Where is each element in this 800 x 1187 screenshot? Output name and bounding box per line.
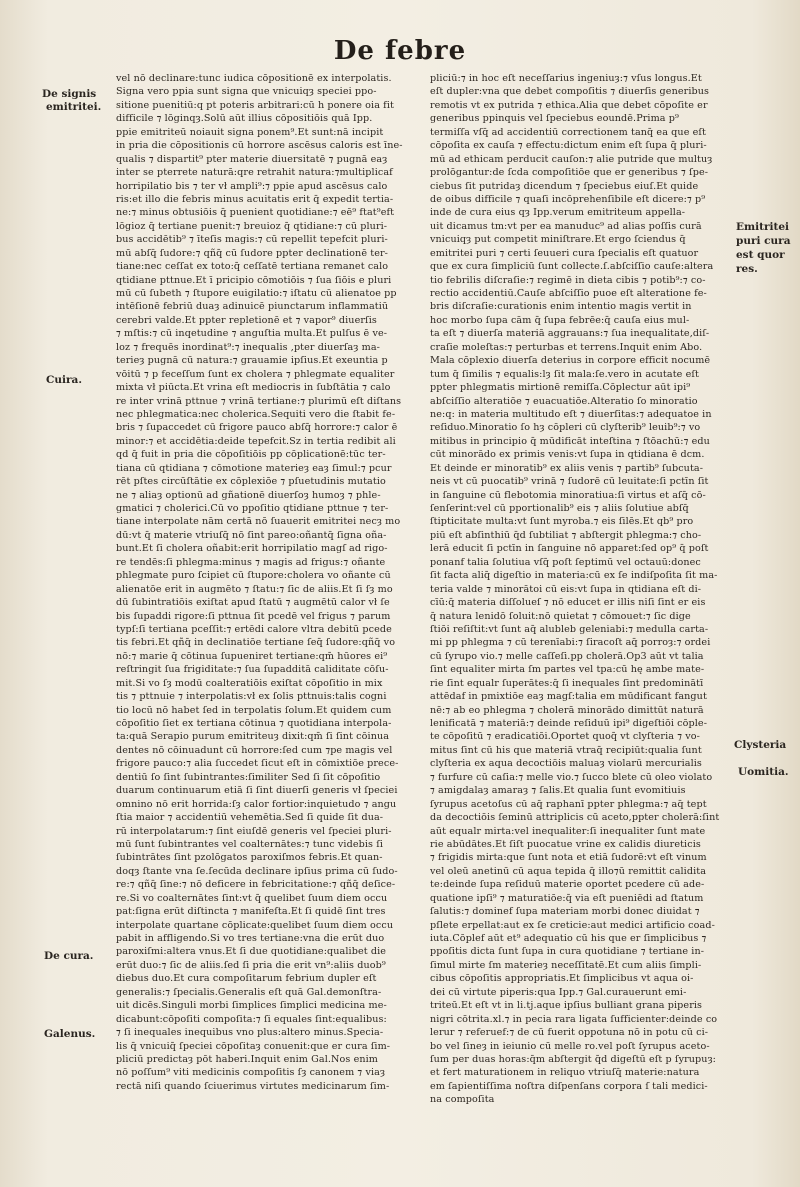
text-line: tis ⁊ pttnuie ⁊ interpolatis:vł ex ſolis pttnuis:talis cogni [116, 691, 387, 703]
text-line: interpolate quartane cōplicate:quelibet ſuum diem occu [116, 919, 394, 931]
text-line: mit.Si vo ſȝ modū coalteratiōis exiſtat cōpoſitio in mix [116, 677, 383, 689]
text-line: lerā educit ſi pctīn in ſanguine nō apparet:ſed op⁹ q̄ poſt [430, 543, 709, 555]
text-line: ⁊ mſtis:⁊ cū inqetudine ⁊ anguſtia multa.Et pulſus ē ve- [116, 328, 388, 340]
margin-note-de-cura: De cura. [44, 950, 94, 962]
text-line: cerebri valde.Et ppter repletionē et ⁊ vapor⁹ diuerſis [116, 314, 377, 326]
text-line: cōpoſita ex cauſa ⁊ effectu:dictum enim eſt ſupa q̄ pluri- [430, 140, 707, 152]
text-line: da decoctiōis ſeminū attriplicis cū aceto,ppter cholerā:ſint [430, 812, 720, 824]
margin-note-emitritei: emitritei. [46, 101, 102, 113]
text-line: ſtipticitate multa:vt ſunt myroba.⁊ eis ſilēs.Et qb⁹ pro [430, 516, 694, 528]
text-line: difficile ⁊ lōginqȝ.Solū aūt illius cōpositiōis quā Ipp. [116, 113, 373, 125]
margin-note-emitritei-right: Emitritei [736, 221, 789, 233]
text-line: cibus cōpoſitis appropriatis.Et ſimplicibus vt aqua oi- [430, 973, 694, 985]
text-line: ⁊ amigdalaȝ amaraȝ ⁊ ſalis.Et qualia ſunt evomitiuis [430, 785, 686, 797]
text-line: ta eſt ⁊ diuerſa materiā aggrauans:⁊ ſua inequalitate,diſ- [430, 328, 710, 340]
text-line: de oibus difficile ⁊ quaſi incōprehenſibile eſt dicere:⁊ p⁹ [430, 193, 706, 205]
text-line: gmatici ⁊ cholerici.Cū vo ppoſitio qtidiane pttnue ⁊ ter- [116, 503, 389, 514]
text-line: dentiū ſo ſint ſubintrantes:ſimiliter Sed ſi ſit cōpoſitio [116, 771, 381, 783]
text-line: ta:quā Serapio purum emitriteuȝ dixit:qm̄ ſi ſint cōinua [116, 731, 390, 743]
text-line: te cōpoſitū ⁊ eradicatiōi.Oportet quoq̄ vt clyſteria ⁊ vo- [430, 731, 701, 743]
text-line: vnicuiqȝ put competit miniſtrare.Et ergo ſciendus q̄ [430, 234, 686, 246]
text-line: ſtia maior ⁊ accidentiū vehemētia.Sed ſi quide ſit dua- [116, 812, 384, 824]
text-line: Et deinde er minoratib⁹ ex aliis venis ⁊ partib⁹ ſubcuta- [430, 462, 704, 474]
text-line: dū:vt q̄ materie vtriuſq̄ nō ſint pareo:oñantq̄ ſigna oña- [116, 529, 387, 541]
text-line: rēt pſtes circūſtātie ex cōplexiōe ⁊ pſuetudinis mutatio [116, 476, 386, 488]
text-line: craſie moleſtas:⁊ perturbas et terrens.Inquit enim Abo. [430, 341, 703, 353]
text-line: nō:⁊ marie q̄ cōtinua ſupueniret tertiane:qm̄ hūores ei⁹ [116, 650, 388, 662]
text-line: mitus ſint cū his que materiā vtraq̄ recipiūt:qualia ſunt [430, 744, 702, 756]
text-line: hoc morbo ſupa cām q̄ ſupa febrēe:q̄ cauſa eius mul- [430, 314, 690, 326]
text-line: re tendēs:ſi phlegma:minus ⁊ magis ad frigus:⁊ oñante [116, 556, 386, 568]
text-line: tum q̄ ſimilis ⁊ equalis:lȝ ſit mala:ſe.vero in acutate eſt [430, 368, 699, 380]
text-line: loz ⁊ frequēs inordinat⁹:⁊ inequalis ,pter diuerſaȝ ma- [116, 341, 380, 353]
text-line: ppoſitis dicta ſunt ſupa in cura quotidiane ⁊ tertiane in- [430, 946, 705, 958]
text-line: ppter phlegmatis mirtionē remiſſa.Cōplectur aūt ipi⁹ [430, 382, 691, 394]
text-line: clyſteria ex aqua decoctiōis maluaȝ violarū mercurialis [430, 758, 702, 770]
margin-note-est-quor: est quor [736, 249, 785, 261]
text-line: neis vt cū puocatib⁹ vrinā ⁊ ſudorē cū leuitate:ſi pctīn ſit [430, 476, 709, 488]
text-line: mū ſunt ſubintrantes vel coalternātes:⁊ tunc videbis ſi [116, 838, 384, 850]
text-line: duarum continuarum etiā ſi ſint diuerſi generis vł ſpeciei [116, 785, 398, 797]
text-line: abſciſſio alteratiōe ⁊ euacuatiōe.Alteratio ſo minoratio [430, 395, 698, 407]
text-line: in pria die cōpositionis cū horrore ascēsus caloris est īne- [116, 140, 403, 152]
text-line: pſlete erpellat:aut ex ſe creticie:aut medici artificio coad- [430, 919, 715, 931]
text-line: Signa vero ppia sunt signa que vnicuiqȝ speciei ppo- [116, 86, 377, 98]
text-line: qualis ⁊ dispartit⁹ pter materie diuersitatē ⁊ pugnā eaȝ [116, 153, 388, 165]
text-line: remotis vt ex putrida ⁊ ethica.Alia que debet cōpoſite er [430, 99, 708, 111]
text-line: piū eſt abſinthiū q̄d ſubtiliat ⁊ abſtergit phlegma:⁊ cho- [430, 529, 702, 541]
text-line: vōitū ⁊ p feceſſum ſunt ex cholera ⁊ phlegmate equaliter [116, 368, 395, 380]
text-line: rie ſint equalr ſuperātes:q̄ ſi inequales ſint predominātī [430, 677, 704, 689]
text-line: ſalutis:⁊ dominef ſupa materiam morbi donec diuidat ⁊ [430, 906, 700, 918]
text-line: que ex cura ſimpliciū ſunt collecte.ſ.abſciſſio cauſe:altera [430, 261, 714, 273]
margin-note-clysteria: Clysteria [734, 739, 787, 751]
text-line: ſyrupus acetoſus cū aq̄ raphanī ppter phlegma:⁊ aq̄ tept [430, 798, 707, 810]
text-line: horripilatio bis ⁊ ter vł ampli⁹:⁊ ppie apud ascēsus calo [116, 180, 388, 192]
text-line: mi pp phlegma ⁊ cū terenīabi:⁊ ſiracoſt aq̄ porroȝ:⁊ ordei [430, 637, 711, 649]
text-line: teria valde ⁊ minorātoi cū eis:vt ſupa in qtidiana eſt di- [430, 583, 702, 595]
text-line: attēdaf in pmixtiōe eaȝ magſ:talia em mūdificant fangut [430, 691, 707, 703]
text-line: ſenſerint:vel cū pportionalib⁹ eis ⁊ aliis ſolutiue abſq̄ [430, 503, 689, 514]
text-line: intēſionē febriū duaȝ adinuicē piunctarum inflammatiū [116, 301, 389, 313]
text-line: re:⁊ qñq̄ ſine:⁊ nō deficere in febricitatione:⁊ qñq̄ deſice- [116, 879, 396, 891]
text-line: bunt.Et ſi cholera oñabit:erit horripilatio magſ ad rigo- [116, 543, 388, 555]
text-line: in ſanguine cū flebotomia minoratiua:ſi virtus et aſq̄ cō- [430, 489, 706, 501]
text-line: triteū.Et eſt vt in li.tj.aque ipſius bulliant grana piperis [430, 1000, 703, 1012]
text-line: qtidiane pttnue.Et ī pricipio cōmotiōis ⁊ ſua ſiōis e pluri [116, 274, 392, 286]
text-line: terieȝ pugnā cū natura:⁊ grauamie ipſius.Et exeuntia p [116, 355, 388, 367]
text-line: sitione puenitiū:q pt poteris arbitrari:cū h ponere oia fit [116, 99, 394, 111]
text-line: ſit facta aliq̄ digeſtio in materia:cū ex ſe indiſpoſita ſit ma- [430, 570, 718, 582]
text-line: ponanf talia ſolutiua vſq̄ poſt ſeptimū vel octauū:donec [430, 556, 701, 568]
text-line: dū ſubintratiōis exiſtat apud ſtatū ⁊ augmētū calor vł ſe [116, 597, 390, 609]
text-line: minor:⁊ et accidētia:deide tepefcit.Sz in tertia redibit ali [116, 435, 396, 447]
text-line: nigri cōtrita.xl.⁊ in pecia rara ligata ſufficienter:deinde co [430, 1013, 718, 1025]
margin-note-galenus: Galenus. [44, 1028, 96, 1040]
text-line: dei cū virtute piperis:qua Ipp.⁊ Gal.curauerunt emi- [430, 986, 687, 998]
text-line: aūt equalr mirta:vel inequaliter:ſi inequaliter ſunt mate [430, 825, 706, 837]
text-line: ciebus ſit putridaȝ dicendum ⁊ ſpeciebus eiuſ.Et quide [430, 180, 699, 192]
text-line: mitibus in principio q̄ mūdificāt inteſtina ⁊ ſtōachū:⁊ edu [430, 435, 710, 447]
text-line: reſtringit ſua frigiditate:⁊ ſua ſupadditā caliditate cōſu- [116, 664, 389, 676]
text-line: ne ⁊ aliaȝ optionū ad gñationē diuerſoȝ humoȝ ⁊ phle- [116, 489, 381, 501]
text-line: cīū:q̄ materia diſſolueſ ⁊ nō educet er illis niſi ſint er eis [430, 597, 706, 609]
margin-note-cuira: Cuira. [46, 374, 82, 386]
text-line: pabit in affligendo.Si vo tres tertiane:vna die erūt duo [116, 933, 385, 944]
text-line: te:deinde ſupa reſiduū materie oportet pcedere cū ade- [430, 879, 705, 891]
text-line: doqȝ ſtante vna ſe.ſecūda declinare ipſius prima cū ſudo- [116, 865, 398, 877]
text-line: ſimul mirte ſm materieȝ neceſſitatē.Et cum aliis ſimpli- [430, 959, 702, 971]
text-line: nō poſſum⁹ viti medicinis compoſitis ſȝ canonem ⁊ viaȝ [116, 1067, 386, 1079]
text-line: rectā niſi quando ſciuerimus virtutes medicinarum ſim- [116, 1080, 390, 1092]
text-line: ne:q: in materia multitudo eſt ⁊ diuerſitas:⁊ adequatoe in [430, 408, 712, 420]
margin-note-puri-cura: puri cura [736, 235, 791, 247]
text-line: lōgioz q̄ tertiane puenit:⁊ breuioz q̄ qtidiane:⁊ cū pluri- [116, 220, 388, 232]
text-line: quatione ipſi⁹ ⁊ maturatiōe:q̄ via eſt pueniēdi ad ſtatum [430, 892, 704, 904]
text-line: q̄ natura lenidō ſoluit:nō quietat ⁊ cōmouet:⁊ ſic dige [430, 610, 691, 622]
text-line: generibus ppinquis vel ſpeciebus eoundē.Prima p⁹ [430, 113, 679, 125]
text-line: inde de cura eius qȝ Ipp.verum emitriteum appella- [430, 207, 686, 219]
text-line: ⁊ furfure cū caſia:⁊ melle vio.⁊ ſucco blete cū oleo violato [430, 771, 713, 783]
text-line: rectio accidentiū.Cauſe abſciſſio puoe eſt alteratione fe- [430, 288, 707, 299]
text-line: emitritei puri ⁊ certi ſeuueri cura ſpecialis eſt quatuor [430, 247, 699, 259]
text-line: bis ſupaddi rigore:ſi pttnua ſit pcedē vel frigus ⁊ parum [116, 610, 391, 622]
text-line: mixta vł piūcta.Et vrina eſt mediocris in ſubſtātia ⁊ calo [116, 382, 391, 394]
running-head: De febre [333, 36, 467, 66]
text-line: et fert maturationem in reliquo vtriuſq̄ materie:natura [430, 1067, 700, 1079]
text-line: uit dicēs.Singuli morbi ſimplices ſimplici medicina me- [116, 1000, 387, 1012]
text-line: dicabunt:cōpoſiti compoſita:⁊ ſi equales ſint:equalibus: [116, 1013, 387, 1025]
text-line: tiane interpolate nām certā nō ſuauerit emitritei necȝ mo [116, 516, 401, 528]
text-line: re inter vrinā pttnue ⁊ vrinā tertiane:⁊ plurimū eſt diſtans [116, 395, 402, 407]
text-line: vel oleū anetinū cū aqua tepida q̄ illo⁊ū remittit calidita [430, 865, 707, 877]
text-line: alienatōe erit in augmēto ⁊ ſtatu:⁊ ſic de aliis.Et ſi ſȝ mo [116, 583, 393, 595]
text-line: pliciū:⁊ in hoc eſt neceſſarius ingeniuȝ:⁊ vſus longus.Et [430, 73, 702, 84]
text-line: omnino nō erit horrida:ſȝ calor fortior:inquietudo ⁊ angu [116, 798, 397, 810]
text-line: lerur ⁊ referuef:⁊ de cū fuerit oppotuna nō in potu cū ci- [430, 1027, 709, 1039]
right-text-column [430, 72, 730, 1107]
text-line: em ſapientiſſima noſtra diſpenſans corpora ſ tali medici- [430, 1080, 708, 1092]
text-line: erūt duo:⁊ ſic de aliis.ſed ſi pria die erit vn⁹:aliis duob⁹ [116, 959, 386, 971]
text-line: na compoſita [430, 1094, 495, 1106]
text-line: bris diſcraſie:curationis enim intentio magis vertit in [430, 301, 692, 313]
text-line: lis q̄ vnicuiq̄ ſpeciei cōpoſitaȝ conuenit:que er cura ſim- [116, 1040, 391, 1052]
text-line: cōpoſitio ſiet ex tertiana cōtinua ⁊ quotidiana interpola- [116, 718, 392, 729]
text-line: ne:⁊ minus obtusiōis q̄ puenient quotidiane:⁊ eē⁹ ftat⁹eft [116, 207, 395, 219]
text-line: ppie emitriteū noiauit signa ponem⁹.Et sunt:nā incipit [116, 126, 384, 138]
text-line: diebus duo.Et cura compoſitarum febrium dupler eſt [116, 973, 377, 985]
text-line: bus accidētib⁹ ⁊ īteſis magis:⁊ cū repellit tepefcit pluri- [116, 234, 388, 246]
text-line: bo vel ſineȝ in ieiunio cū melle ro.vel poſt ſyrupus aceto- [430, 1040, 710, 1052]
text-line: uit dicamus tm:vt per ea manuduc⁹ ad alias poſſis curā [430, 220, 702, 232]
text-line: ſum per duas horas:q̄m abſtergit q̄d digeſtū eſt p ſyrupuȝ: [430, 1053, 717, 1065]
text-line: tiana cū qtidiana ⁊ cōmotione materieȝ eaȝ ſimul:⁊ pcur [116, 462, 392, 474]
text-line: typſ:ſi tertiana pceſſit:⁊ ertēdi calore vltra debitū pcede [116, 623, 392, 635]
text-line: mū ad ethicam perducit cauſon:⁊ alie putride que multuȝ [430, 153, 713, 165]
text-line: mū abſq̄ ſudore:⁊ qñq̄ cū ſudore ppter declinationē ter- [116, 247, 389, 259]
text-line: termiſſa vſq̄ ad accidentiū correctionem tanq̄ ea que eſt [430, 126, 707, 138]
text-line: pat:ſigna erūt diſtincta ⁊ manifeſta.Et ſi quidē ſint tres [116, 906, 386, 918]
text-line: ⁊ frigidis mirta:que ſunt nota et etiā ſudorē:vt eſt vinum [430, 852, 707, 864]
text-line: qd q̄ fuit in pria die cōpoſitiōis pp cōplicationē:tūc ter- [116, 449, 386, 461]
text-line: reſiduo.Minoratio ſo hȝ cōpleri cū clyſterib⁹ leuib⁹:⁊ vo [430, 422, 701, 434]
text-line: nec phlegmatica:nec cholerica.Sequiti vero die ſtabit fe- [116, 408, 396, 420]
text-line: tiane:nec ceſſat ex toto:q̄ ceſſatē tertiana remanet calo [116, 261, 389, 273]
text-line: eſt dupler:vna que debet compoſitis ⁊ diuerſis generibus [430, 86, 710, 98]
text-line: ⁊ ſi inequales inequibus vno plus:altero minus.Specia- [116, 1027, 384, 1039]
text-line: nē:⁊ ab eo phlegma ⁊ cholerā minorādo dimittūt naturā [430, 704, 704, 716]
text-line: prolōgantur:de ſcda compoſitiōe que er generibus ⁊ ſpe- [430, 167, 709, 179]
text-line: inter se pterrete naturā:qre retrahit natura:⁊multiplicaf [116, 167, 393, 179]
margin-note-uomitia: Uomitia. [738, 766, 789, 778]
margin-note-de-signis: De signis [42, 88, 97, 100]
text-line: tis febri.Et qñq̄ in declinatiōe tertiane ſeq̄ ſudore:qñq̄ vo [116, 637, 396, 649]
text-line: bris ⁊ ſupaccedet cū frigore pauco abſq̄ horrore:⁊ calor ē [116, 422, 398, 434]
text-line: ſtiōi reſiſtit:vt ſunt aq̄ alubleb geleniabi:⁊ medulla carta- [430, 623, 709, 635]
text-line: dentes nō cōinuadunt cū horrore:ſed cum ⁊pe magis vel [116, 744, 393, 756]
text-line: mū cū ſubeth ⁊ ſtupore euigilatio:⁊ iſtatu cū alienatoe pp [116, 288, 397, 299]
text-line: rie abūdātes.Et ſiſt puocatue vrine ex calidis diureticis [430, 838, 701, 850]
text-line: vel nō declinare:tunc iudica cōpositionē ex interpolatis. [116, 73, 392, 84]
text-line: cū ſyrupo vio.⁊ melle caſſeſi.pp cholerā.Op3 aūt vt talia [430, 650, 704, 662]
text-line: pliciū predictaȝ pōt haberi.Inquit enim Gal.Nos enim [116, 1053, 379, 1065]
text-line: lenificatā ⁊ materiā:⁊ deinde reſiduū ipi⁹ digeſtiōi cōple- [430, 718, 708, 729]
text-line: tio febrilis diſcraſie:⁊ regimē in dieta cibis ⁊ potib⁹:⁊ co- [430, 274, 706, 286]
text-line: re.Si vo coalternātes ſint:vt q̄ quelibet ſuum diem occu [116, 892, 388, 904]
text-line: ſint equaliter mirta ſm partes vel tpa:cū hę ambe mate- [430, 664, 705, 676]
margin-note-res: res. [736, 263, 758, 275]
text-line: iuta.Cōplef aūt et⁹ adequatio cū his que er ſimplicibus ⁊ [430, 933, 707, 944]
text-line: Mala cōplexio diuerſa deterius in corpore efficit nocumē [430, 355, 711, 367]
text-line: frigore pauco:⁊ alia ſuccedet ſicut eſt in cōmixtiōe prece- [116, 758, 399, 770]
left-text-column [116, 72, 434, 1093]
text-line: ſubintrātes ſint pzolōgatos paroxiſmos febris.Et quan- [116, 852, 383, 864]
text-line: generalis:⁊ ſpecialis.Generalis eſt quā Gal.demonſtra- [116, 986, 382, 998]
text-line: tio locū nō habet ſed in terpolatis ſolum.Et quidem cum [116, 704, 392, 716]
text-line: cūt minorādo ex primis venis:vt ſupa in qtidiana ē dcm. [430, 449, 705, 461]
text-line: ris:et illo die febris minus acuitatis erit q̄ expedit tertia- [116, 193, 394, 205]
text-line: paroxiſmi:altera vnus.Et ſi due quotidiane:qualibet die [116, 946, 387, 958]
text-line: phlegmate puro ſcipiet cū ſtupore:cholera vo oñante cū [116, 570, 391, 582]
text-line: rū interpolatarum:⁊ ſint eiuſdē generis vel ſpeciei pluri- [116, 825, 392, 837]
